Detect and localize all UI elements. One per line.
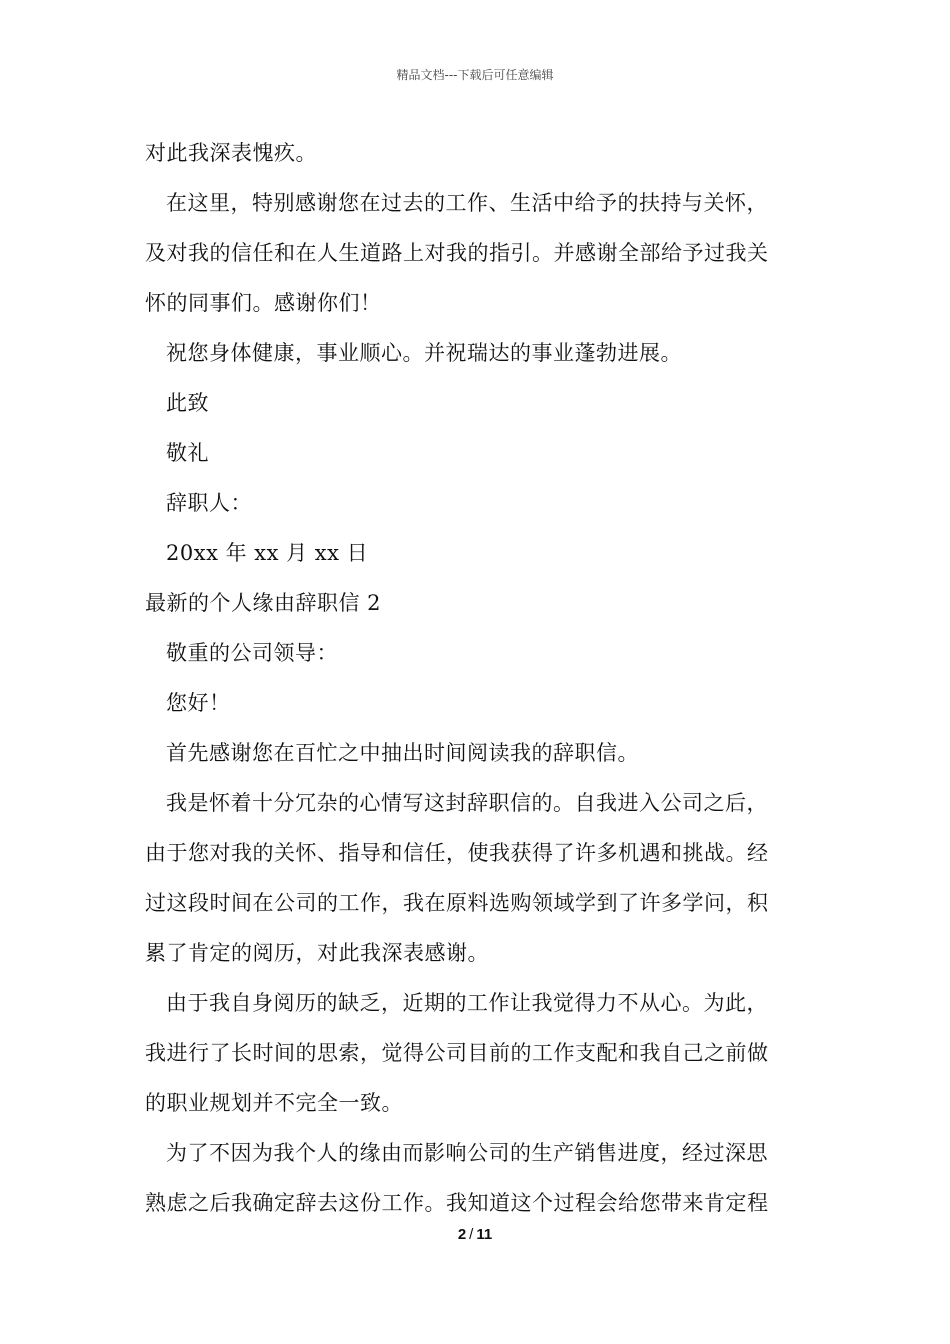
paragraph-line: 我是怀着十分冗杂的心情写这封辞职信的。自我进入公司之后， [166,791,768,815]
paragraph-line: 累了肯定的阅历，对此我深表感谢。 [145,941,489,965]
paragraph-line: 熟虑之后我确定辞去这份工作。我知道这个过程会给您带来肯定程 [145,1191,769,1215]
paragraph-line: 对此我深表愧疚。 [145,141,317,165]
section-title: 最新的个人缘由辞职信 2 [145,591,382,615]
page-current: 2 [457,1226,467,1243]
closing-salutation: 此致 [166,391,209,415]
date-line: 20xx 年 xx 月 xx 日 [166,541,369,565]
page-total: 11 [476,1226,493,1243]
paragraph-line: 由于我自身阅历的缺乏，近期的工作让我觉得力不从心。为此， [166,991,768,1015]
paragraph-line: 由于您对我的关怀、指导和信任，使我获得了许多机遇和挑战。经 [145,841,769,865]
page-separator: / [469,1226,474,1243]
closing-regards: 敬礼 [166,441,209,465]
greeting-line: 您好！ [166,691,231,715]
paragraph-line: 首先感谢您在百忙之中抽出时间阅读我的辞职信。 [166,741,639,765]
paragraph-line: 过这段时间在公司的工作，我在原料选购领域学到了许多学问，积 [145,891,769,915]
signature-label: 辞职人： [166,491,252,515]
paragraph-line: 为了不因为我个人的缘由而影响公司的生产销售进度，经过深思 [166,1141,768,1165]
paragraph-line: 及对我的信任和在人生道路上对我的指引。并感谢全部给予过我关 [145,241,769,265]
paragraph-line: 在这里，特别感谢您在过去的工作、生活中给予的扶持与关怀， [166,191,768,215]
page-number [0,1226,950,1243]
paragraph-line: 我进行了长时间的思索，觉得公司目前的工作支配和我自己之前做 [145,1041,769,1065]
greeting-line: 敬重的公司领导： [166,641,338,665]
paragraph-line: 的职业规划并不完全一致。 [145,1091,403,1115]
paragraph-line: 祝您身体健康，事业顺心。并祝瑞达的事业蓬勃进展。 [166,341,682,365]
paragraph-line: 怀的同事们。感谢你们！ [145,291,382,315]
page-header: 精品文档---下载后可任意编辑 [396,68,554,82]
document-body [145,128,807,1228]
